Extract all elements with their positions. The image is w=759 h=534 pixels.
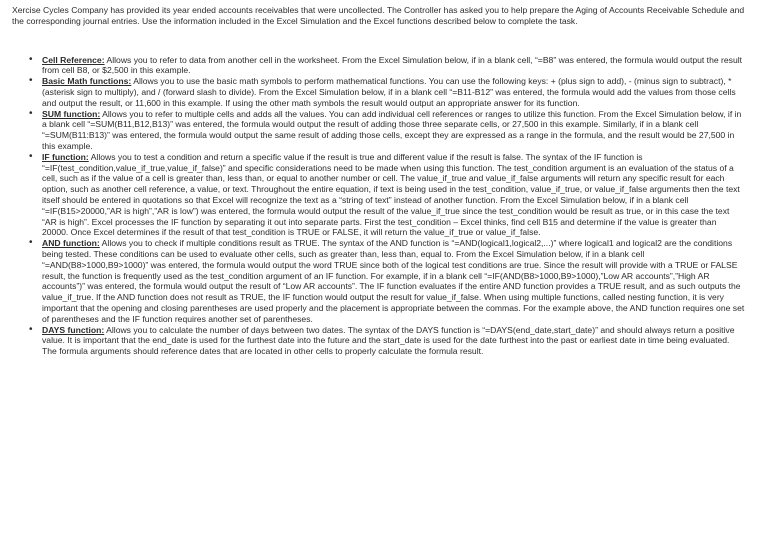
term-label: AND function: (42, 238, 100, 249)
list-item-and-function (29, 237, 745, 324)
bullet-icon: • (29, 53, 33, 65)
term-description: Allows you to calculate the number of days between two dates. The syntax of the DAYS function is “=DAYS(end_date,start_date)” and should always return a positive value. It is important that the end_date is used for the furthest date into the future and the start_date is used for the date furthest into the past or earliest date in time being evaluated. The formula arguments should reference dates that are located in other cells to properly calculate the formula result. (42, 324, 735, 357)
term-description: Allows you to refer to multiple cells and adds all the values. You can add individual cell references or ranges to utilize this function. From the Excel Simulation below, if in a blank cell “=SUM(B11,B12,B13)” was entered, the formula would output the result of adding those three separate cells, or 27,500 in this example. Similarly, if in a blank cell “=SUM(B11:B13)” was entered, the formula would output the same result of adding those cells, except they are expressed as a range in the formula, and the result would be 27,500 in this example. (42, 108, 742, 151)
bullet-icon: • (29, 107, 33, 119)
term-label: Cell Reference: (42, 54, 105, 65)
excel-functions-list (12, 55, 745, 357)
list-item-days-function (29, 323, 745, 357)
term-label: Basic Math functions: (42, 76, 132, 87)
term-description: Allows you to test a condition and return a specific value if the result is true and different value if the result is false. The syntax of the IF function is “=IF(test_condition,value_if_true,value_if_false)” and specific considerations need to be made when using this function. The test_condition argument is an evaluation of the status of a cell, such as if the value of a cell is greater than, less than, or equal to another number or cell. The value_if_true and value_if_false arguments will return any specific result for each option, such as another cell reference, a value, or text. Throughout the entire equation, if text is being used in the test_condition, value_if_true, or value_if_false arguments then the text itself should be entered in quotations so that Excel will recognize the text as a “string of text” instead of another function. From the Excel Simulation below, if in a blank cell “=IF(B15>20000,”AR is high”,”AR is low”) was entered, the formula would output the result of the value_if_true since the test_condition would be result as true, or in this case the text “AR is high”. Excel processes the IF function by separating it out into separate parts. First the test_condition – Excel thinks, find cell B15 and determine if the value is greater than 20000. Once Excel determines if the result of that test_condition is TRUE or FALSE, it will return the value_if_true or value_if_false. (42, 151, 740, 238)
bullet-icon: • (29, 75, 33, 87)
list-item-basic-math (29, 75, 745, 108)
bullet-icon: • (29, 150, 33, 162)
bullet-icon: • (29, 237, 33, 249)
term-description: Allows you to check if multiple conditions result as TRUE. The syntax of the AND function is “=AND(logical1,logical2,...)” where logical1 and logical2 are the conditions being tested. These conditions can be used to evaluate other cells, such as greater than, less than, equal to. From the Excel Simulation below, if in a blank cell “=AND(B8>1000,B9>1000)” was entered, the formula would output the word TRUE since both of the logical test conditions are true. Since the result will provide with a TRUE or FALSE result, the function is frequently used as the test_condition argument of an IF function. For example, if in a blank cell “=IF(AND(B8>1000,B9>1000),”Low AR accounts”,”High AR accounts”)” was entered, the formula would output the result of “Low AR accounts”. The IF function evaluates if the entire AND function provides a TRUE result, and as such outputs the value_if_true. If the AND function does not result as TRUE, the IF function would output the result for value_if_false. When using multiple functions, called nesting function, it is very important that the opening and closing parentheses are used properly and the placement is appropriate between the commas. For the example above, the AND function requires one set of parentheses and the IF function requires another set of parentheses. (42, 238, 745, 324)
bullet-icon: • (29, 323, 33, 335)
term-description: Allows you to use the basic math symbols to perform mathematical functions. You can use the following keys: + (plus sign to add), - (minus sign to subtract), * (asterisk sign to multiply), and / (forward slash to divide). From the Excel Simulation below, if in a blank cell “=B11-B12” was entered, the formula would add the values from those cells and output the result, or 11,600 in this example. If using the other math symbols the result would output an appropriate answer for its function. (42, 76, 736, 108)
list-item-cell-reference (29, 53, 745, 77)
term-description: Allows you to refer to data from another cell in the worksheet. From the Excel Simulation below, if in a blank cell, “=B8” was entered, the formula would output the result from cell B8, or $2,500 in this example. (42, 54, 743, 76)
term-label: IF function: (42, 151, 89, 162)
list-item-sum-function (29, 107, 745, 152)
intro-paragraph: Xercise Cycles Company has provided its year ended accounts receivables that were uncollected. The Controller has asked you to help prepare the Aging of Accounts Receivable Schedule and the corresponding journal entries. Use the information included in the Excel Simulation and the Excel functions described below to complete the task. (12, 5, 745, 26)
term-label: SUM function: (42, 108, 101, 119)
term-label: DAYS function: (42, 324, 105, 335)
list-item-if-function (29, 150, 745, 238)
